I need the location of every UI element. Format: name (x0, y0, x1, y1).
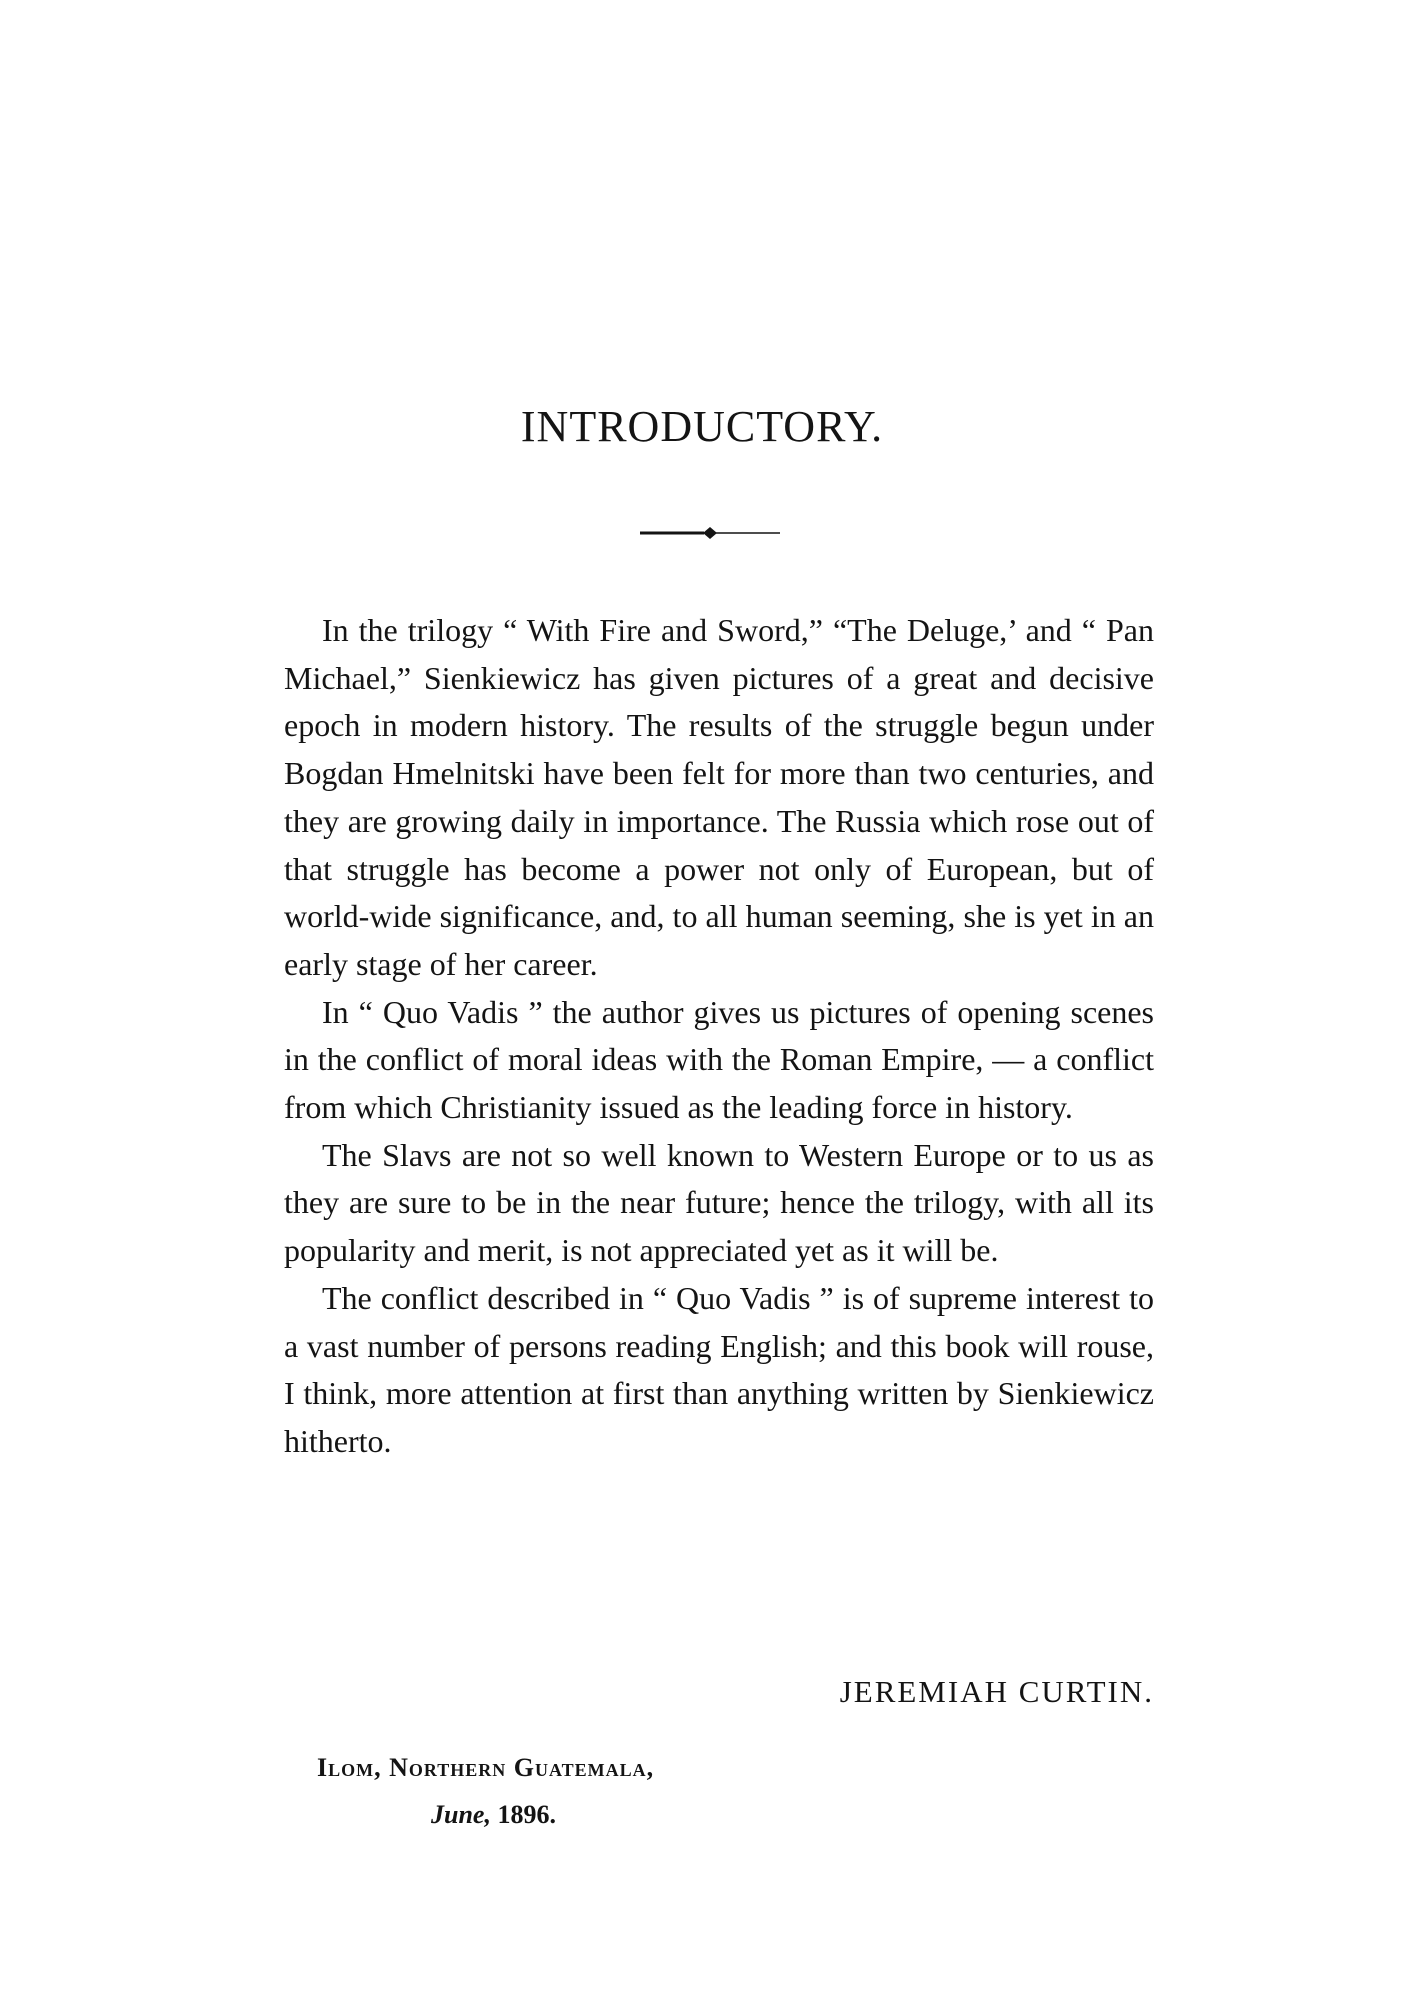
date-line (431, 1802, 556, 1828)
paragraph-4: The conflict described in “ Quo Vadis ” is of supreme interest to a vast number of persons reading English; and this book will rouse, I think, more attention at first than anything written by Sienkiewicz hitherto. (284, 1279, 1154, 1459)
paragraph-1: In the trilogy “ With Fire and Sword,” “The Deluge,’ and “ Pan Michael,” Sienkiewicz has given pictures of a great and decisive epoch in modern history. The results of the struggle begun under Bogdan Hmelnitski have been felt for more than two centuries, and they are growing daily in importance. The Russia which rose out of that struggle has become a power not only of European, but of world-wide significance, and, to all human seeming, she is yet in an early stage of her career. (284, 612, 1154, 982)
paragraph-3: The Slavs are not so well known to Western Europe or to us as they are sure to be in the near future; hence the trilogy, with all its popularity and merit, is not appreciated yet as it will be. (284, 1136, 1154, 1269)
paragraph-2: In “ Quo Vadis ” the author gives us pictures of opening scenes in the conflict of moral ideas with the Roman Empire, — a conflict from which Christianity issued as the leading force in history. (284, 993, 1154, 1126)
ornament-diamond-icon (703, 527, 717, 539)
page-title: INTRODUCTORY. (520, 402, 884, 451)
ornament-divider (640, 525, 780, 541)
author-signature: JEREMIAH CURTIN. (839, 1674, 1154, 1709)
date-year: 1896. (497, 1800, 556, 1829)
place-line: Ilom, Northern Guatemala, (317, 1753, 655, 1782)
introduction-body (284, 607, 1154, 1466)
date-month: June, (431, 1800, 491, 1829)
